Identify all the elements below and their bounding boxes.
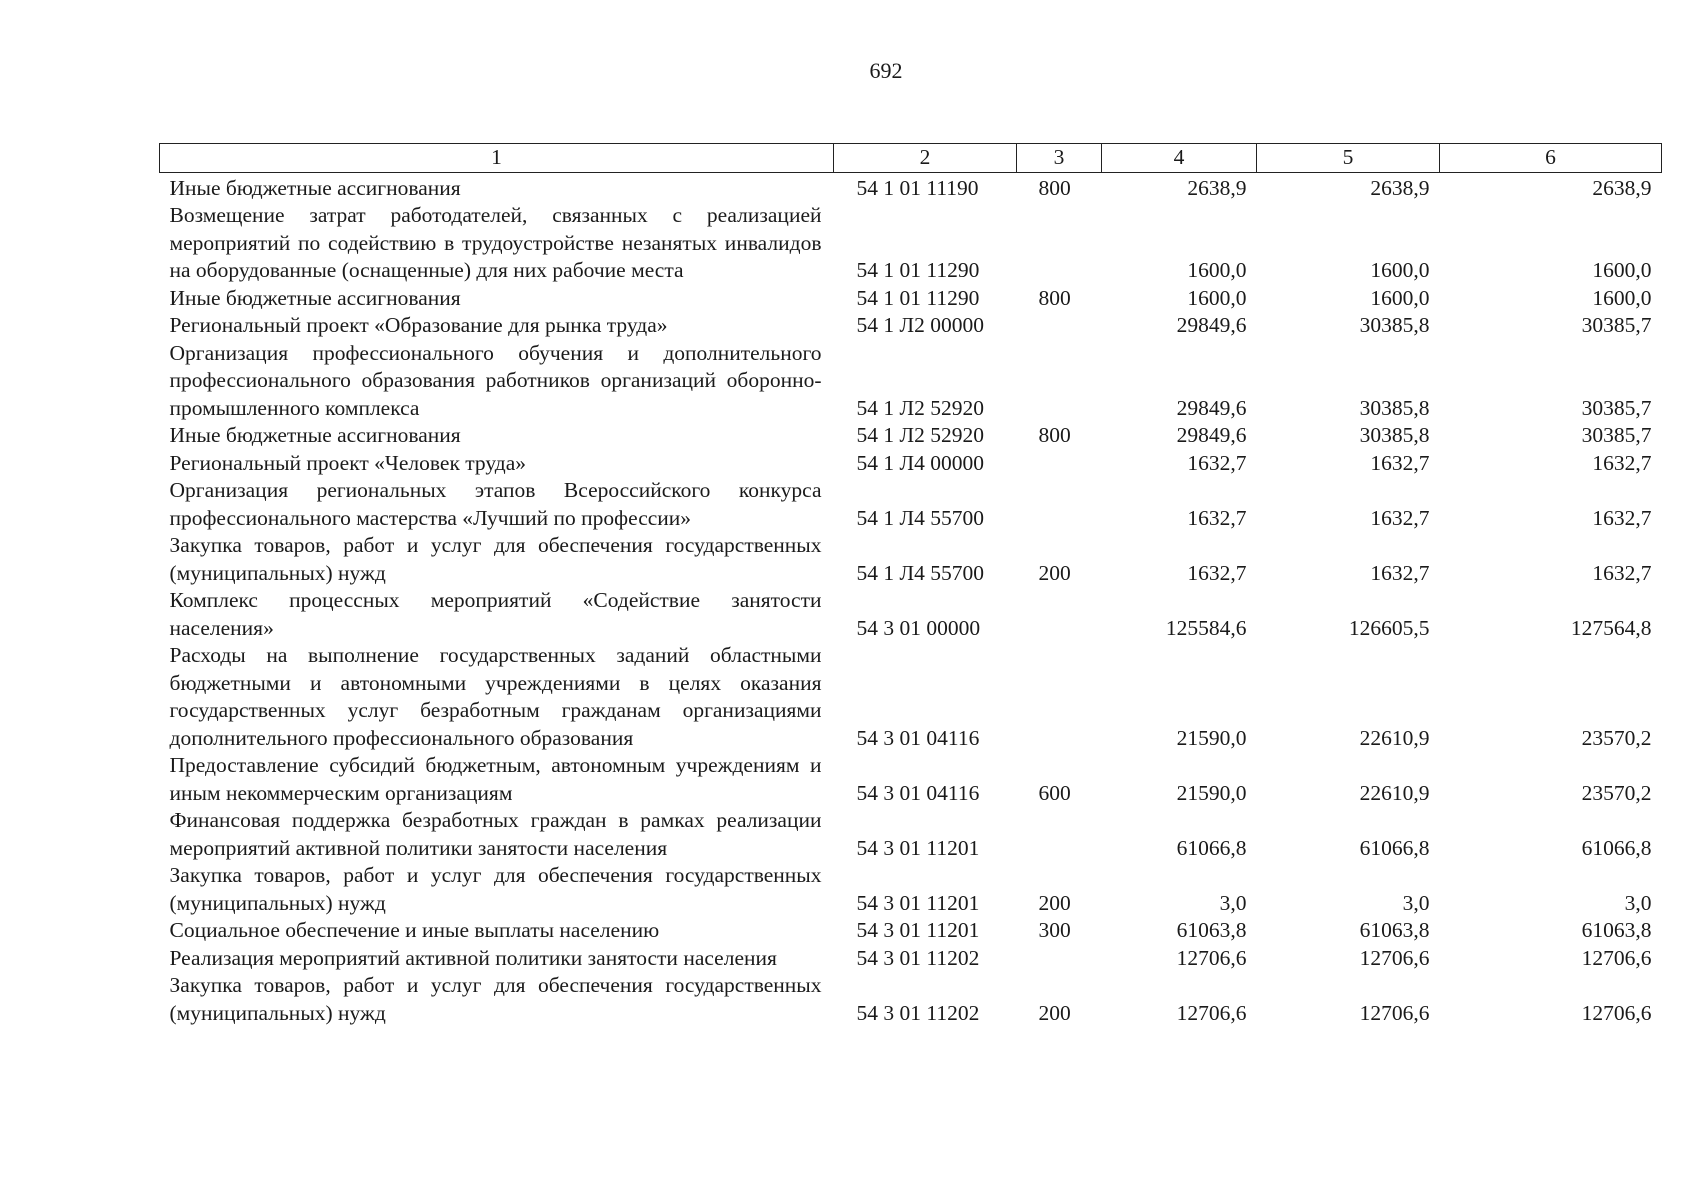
row-value-year3-cell: 3,0	[1624, 890, 1652, 915]
row-value-year3-cell: 1600,0	[1592, 258, 1652, 282]
table-row	[160, 285, 1662, 313]
row-code-cell: 54 3 01 11201	[856, 918, 980, 942]
table-row	[160, 945, 1662, 973]
row-value-year3-cell: 127564,8	[1570, 615, 1652, 640]
row-value-year3-cell: 30385,7	[1581, 423, 1652, 447]
row-value-year2-cell: 1600,0	[1370, 285, 1430, 310]
table-row	[160, 972, 1662, 1027]
row-code-cell: 54 3 01 11202	[856, 945, 980, 970]
row-value-year3-cell: 30385,7	[1581, 395, 1652, 420]
row-code-cell: 54 1 Л4 00000	[856, 450, 984, 475]
row-name-cell: Комплекс процессных мероприятий «Содействие занятости населения»	[169, 588, 822, 640]
row-expense-type-cell: 800	[1038, 285, 1071, 310]
row-value-year1-cell: 29849,6	[1176, 313, 1247, 337]
row-code-cell: 54 3 01 11201	[856, 890, 980, 915]
table-row	[160, 807, 1662, 862]
row-name-cell: Реализация мероприятий активной политики занятости населения	[169, 945, 777, 970]
row-value-year1-cell: 12706,6	[1176, 945, 1247, 970]
row-name-cell: Предоставление субсидий бюджетным, автономным учреждениям и иным некоммерческим организациям	[169, 753, 822, 805]
row-code-cell: 54 1 01 11290	[856, 258, 980, 282]
budget-table	[159, 143, 1662, 1027]
row-name-cell: Возмещение затрат работодателей, связанных с реализацией мероприятий по содействию в трудоустройстве незанятых инвалидов на оборудованные (оснащенные) для них рабочие места	[169, 203, 822, 282]
row-code-cell: 54 1 Л2 52920	[856, 423, 984, 447]
row-name-cell: Финансовая поддержка безработных граждан в рамках реализации мероприятий активной политики занятости населения	[169, 808, 822, 860]
row-value-year3-cell: 1632,7	[1592, 450, 1652, 475]
table-row	[160, 587, 1662, 642]
row-code-cell: 54 1 01 11190	[856, 175, 979, 200]
row-value-year2-cell: 30385,8	[1359, 395, 1430, 420]
row-expense-type-cell	[1017, 202, 1102, 285]
row-value-year3-cell: 2638,9	[1592, 175, 1652, 200]
table-row	[160, 450, 1662, 478]
table-row	[160, 422, 1662, 450]
row-value-year2-cell: 1632,7	[1370, 505, 1430, 530]
table-row	[160, 202, 1662, 285]
row-code-cell: 54 3 01 00000	[856, 615, 981, 640]
row-value-year1-cell: 1600,0	[1187, 258, 1247, 282]
table-row	[160, 917, 1662, 945]
row-value-year2-cell: 61066,8	[1359, 835, 1430, 860]
row-code-cell: 54 1 Л4 55700	[856, 560, 984, 585]
row-value-year3-cell: 1632,7	[1592, 505, 1652, 530]
table-row	[160, 172, 1662, 202]
row-value-year2-cell: 12706,6	[1359, 945, 1430, 970]
row-code-cell: 54 3 01 04116	[856, 725, 980, 750]
row-value-year2-cell: 1600,0	[1370, 258, 1430, 282]
row-name-cell: Иные бюджетные ассигнования	[169, 285, 461, 310]
row-value-year2-cell: 3,0	[1402, 890, 1430, 915]
row-code-cell: 54 3 01 04116	[856, 780, 980, 805]
row-value-year1-cell: 1632,7	[1187, 505, 1247, 530]
row-value-year1-cell: 21590,0	[1176, 725, 1247, 750]
row-value-year1-cell: 29849,6	[1176, 423, 1247, 447]
row-value-year3-cell: 61063,8	[1581, 918, 1652, 942]
row-name-cell: Закупка товаров, работ и услуг для обеспечения государственных (муниципальных) нужд	[169, 863, 822, 915]
table-row	[160, 862, 1662, 917]
row-value-year3-cell: 61066,8	[1581, 835, 1652, 860]
row-name-cell: Закупка товаров, работ и услуг для обеспечения государственных (муниципальных) нужд	[169, 533, 822, 585]
row-expense-type-cell	[1017, 477, 1102, 532]
row-value-year1-cell: 1632,7	[1187, 450, 1247, 475]
table-row	[160, 532, 1662, 587]
header-row	[160, 144, 1662, 173]
row-name-cell: Закупка товаров, работ и услуг для обеспечения государственных (муниципальных) нужд	[169, 973, 822, 1025]
row-expense-type-cell: 800	[1038, 423, 1071, 447]
row-expense-type-cell: 200	[1038, 890, 1071, 915]
row-name-cell: Организация профессионального обучения и дополнительного профессионального образования работников организаций оборонно-промышленного комплекса	[169, 340, 822, 420]
row-value-year3-cell: 1600,0	[1592, 285, 1652, 310]
table-row	[160, 477, 1662, 532]
row-value-year1-cell: 3,0	[1219, 890, 1247, 915]
row-code-cell: 54 3 01 11202	[856, 1000, 980, 1025]
row-value-year2-cell: 1632,7	[1370, 450, 1430, 475]
row-code-cell: 54 1 Л4 55700	[856, 505, 984, 530]
table-row	[160, 312, 1662, 340]
column-header: 2	[834, 144, 1017, 173]
row-expense-type-cell: 800	[1038, 175, 1071, 200]
row-value-year3-cell: 12706,6	[1581, 1000, 1652, 1025]
row-value-year1-cell: 1600,0	[1187, 285, 1247, 310]
row-name-cell: Иные бюджетные ассигнования	[169, 423, 461, 447]
page-number: 692	[869, 58, 903, 83]
row-name-cell: Расходы на выполнение государственных заданий областными бюджетными и автономными учреждениями в целях оказания государственных услуг безработным гражданам организациями дополнительного профессионального образования	[169, 643, 822, 750]
row-value-year3-cell: 30385,7	[1581, 313, 1652, 337]
row-name-cell: Организация региональных этапов Всероссийского конкурса профессионального мастерства «Лучший по профессии»	[169, 478, 822, 530]
row-value-year2-cell: 22610,9	[1359, 780, 1430, 805]
column-header: 6	[1440, 144, 1662, 173]
row-value-year1-cell: 2638,9	[1187, 175, 1247, 200]
row-value-year2-cell: 2638,9	[1370, 175, 1430, 200]
row-value-year1-cell: 61063,8	[1176, 918, 1247, 942]
row-expense-type-cell	[1017, 450, 1102, 478]
table-row	[160, 752, 1662, 807]
row-name-cell: Региональный проект «Человек труда»	[169, 450, 527, 475]
row-value-year1-cell: 1632,7	[1187, 560, 1247, 585]
row-code-cell: 54 1 01 11290	[856, 285, 980, 310]
row-name-cell: Социальное обеспечение и иные выплаты населению	[169, 918, 660, 942]
row-expense-type-cell	[1017, 642, 1102, 752]
row-expense-type-cell	[1017, 340, 1102, 423]
table-body	[160, 172, 1662, 1027]
row-value-year1-cell: 29849,6	[1176, 395, 1247, 420]
row-value-year2-cell: 30385,8	[1359, 423, 1430, 447]
row-expense-type-cell: 200	[1038, 1000, 1071, 1025]
table-row	[160, 340, 1662, 423]
row-value-year1-cell: 125584,6	[1165, 615, 1247, 640]
row-expense-type-cell	[1017, 587, 1102, 642]
row-value-year3-cell: 12706,6	[1581, 945, 1652, 970]
row-value-year2-cell: 126605,5	[1348, 615, 1430, 640]
row-value-year3-cell: 1632,7	[1592, 560, 1652, 585]
row-value-year3-cell: 23570,2	[1581, 780, 1652, 805]
row-value-year1-cell: 61066,8	[1176, 835, 1247, 860]
row-value-year2-cell: 61063,8	[1359, 918, 1430, 942]
column-header: 4	[1102, 144, 1257, 173]
column-header: 3	[1017, 144, 1102, 173]
row-value-year2-cell: 1632,7	[1370, 560, 1430, 585]
row-code-cell: 54 3 01 11201	[856, 835, 980, 860]
row-name-cell: Иные бюджетные ассигнования	[169, 175, 461, 200]
column-header: 5	[1257, 144, 1440, 173]
row-value-year1-cell: 21590,0	[1176, 780, 1247, 805]
row-expense-type-cell	[1017, 312, 1102, 340]
row-value-year3-cell: 23570,2	[1581, 725, 1652, 750]
row-value-year1-cell: 12706,6	[1176, 1000, 1247, 1025]
row-expense-type-cell: 600	[1038, 780, 1071, 805]
row-value-year2-cell: 22610,9	[1359, 725, 1430, 750]
row-expense-type-cell	[1017, 945, 1102, 973]
column-header: 1	[160, 144, 834, 173]
table-header	[160, 144, 1662, 173]
row-value-year2-cell: 12706,6	[1359, 1000, 1430, 1025]
row-name-cell: Региональный проект «Образование для рынка труда»	[169, 313, 668, 337]
row-expense-type-cell	[1017, 807, 1102, 862]
row-code-cell: 54 1 Л2 00000	[856, 313, 984, 337]
row-expense-type-cell: 200	[1038, 560, 1071, 585]
row-expense-type-cell: 300	[1038, 918, 1071, 942]
row-value-year2-cell: 30385,8	[1359, 313, 1430, 337]
row-code-cell: 54 1 Л2 52920	[856, 395, 984, 420]
table-row	[160, 642, 1662, 752]
